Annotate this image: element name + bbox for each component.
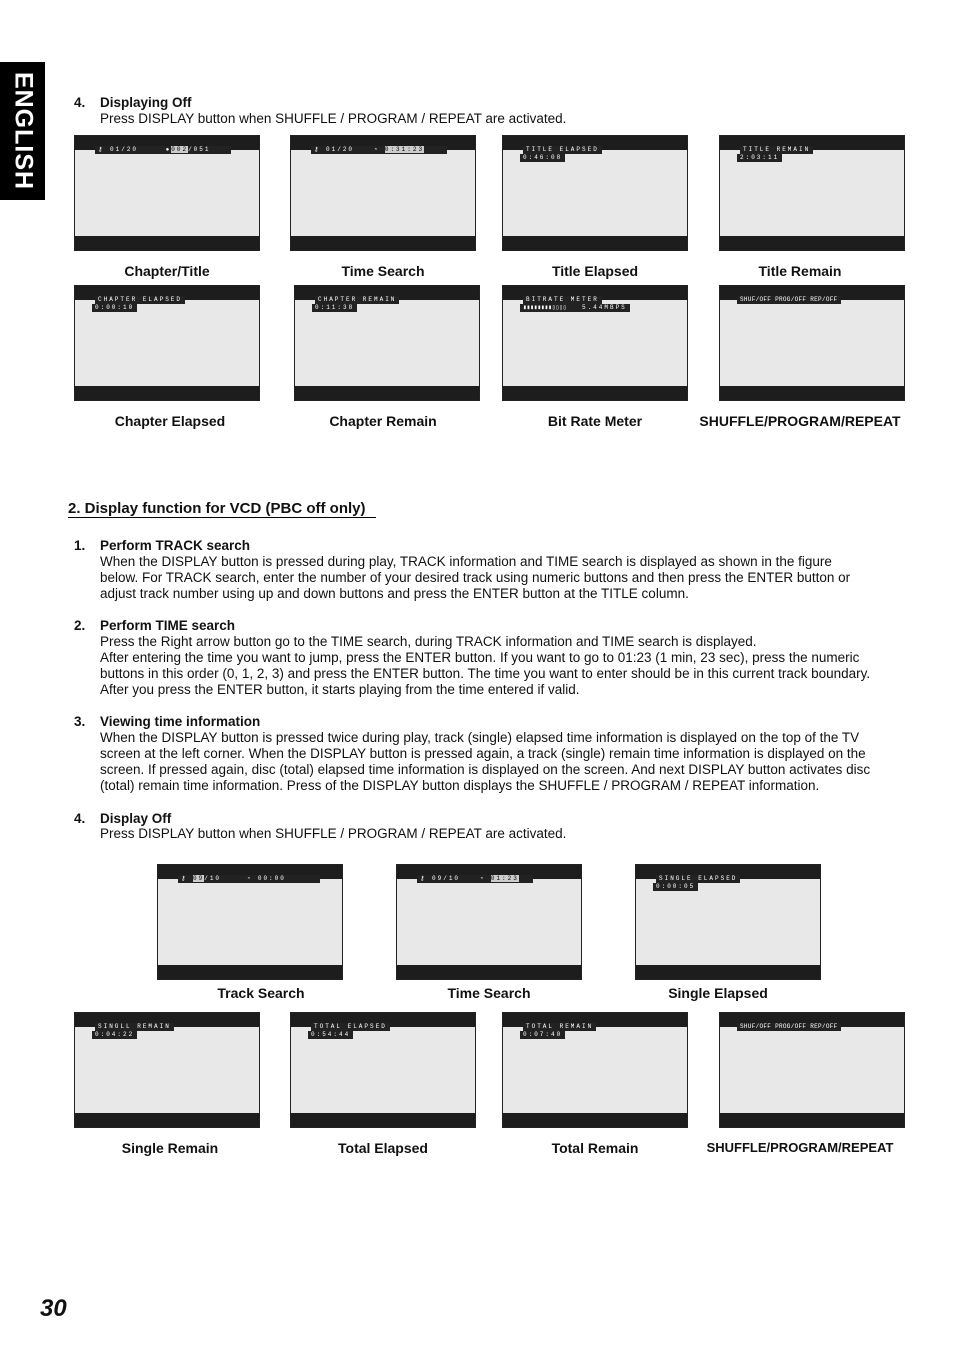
tv-screen-vcd-time-search: ⚷ 09/10 ◔ 01:23 <box>396 864 582 980</box>
clock-icon: ◔ <box>246 875 253 882</box>
tv-screen-bit-rate-meter: BITRATE METER ▮▮▮▮▮▮▮▮▯▯▯▯ 5.44MBPS <box>502 285 688 401</box>
tv-screen-shuffle-program-repeat: SHUF/OFF PROG/OFF REP/OFF <box>719 285 905 401</box>
caption-vcd-shuffle-program-repeat: SHUFFLE/PROGRAM/REPEAT <box>706 1140 894 1155</box>
caption-single-elapsed: Single Elapsed <box>668 985 768 1001</box>
key-icon: ⚷ <box>181 875 188 882</box>
caption-shuffle-program-repeat: SHUFFLE/PROGRAM/REPEAT <box>699 413 901 429</box>
disc-icon: ● <box>165 146 172 153</box>
caption-bit-rate-meter: Bit Rate Meter <box>547 413 643 429</box>
vcd-item-4-text: Press DISPLAY button when SHUFFLE / PROGRAM / REPEAT are activated. <box>100 826 567 841</box>
clock-icon: ◔ <box>373 146 380 153</box>
bitrate-bar-icon: ▮▮▮▮▮▮▮▮▯▯▯▯ <box>523 304 567 311</box>
caption-total-elapsed: Total Elapsed <box>338 1140 428 1156</box>
tv-screen-total-elapsed: TOTAL ELAPSED 0:54:44 <box>290 1012 476 1128</box>
vcd-item-2-text: Press the Right arrow button go to the TIME search, during TRACK information and TIME search is displayed. After entering the time you want to jump, press the ENTER button. If you want to go to 01:23 (1 min, 23 sec), press the numeric buttons in this order (0, 1, 2, 3) and press the ENTER button. The time you want to enter should be in this current track boundary. After you press the ENTER button, it starts playing from the time entered if valid. <box>100 634 871 697</box>
caption-single-remain: Single Remain <box>121 1140 219 1156</box>
language-tab-label: ENGLISH <box>9 71 37 191</box>
tv-screen-vcd-shuffle-program-repeat: SHUF/OFF PROG/OFF REP/OFF <box>719 1012 905 1128</box>
caption-chapter-title: Chapter/Title <box>124 263 210 279</box>
page-number: 30 <box>40 1295 67 1322</box>
caption-vcd-time-search: Time Search <box>447 985 531 1001</box>
tv-screen-chapter-title: ⚷ 01/20 ●002/051 <box>74 135 260 251</box>
caption-title-elapsed: Title Elapsed <box>551 263 639 279</box>
tv-screen-chapter-elapsed: CHAPTER ELAPSED 0:00:10 <box>74 285 260 401</box>
key-icon: ⚷ <box>314 146 321 153</box>
tv-screen-time-search: ⚷ 01/20 ◔ 0:31:23 <box>290 135 476 251</box>
language-tab <box>0 62 45 200</box>
section-title: 2. Display function for VCD (PBC off only) <box>68 500 376 518</box>
tv-screen-track-search: ⚷ 09/10 ◔ 00:00 <box>157 864 343 980</box>
tv-screen-single-remain: SINGLL REMAIN 0:04:22 <box>74 1012 260 1128</box>
vcd-item-3-text: When the DISPLAY button is pressed twice during play, track (single) elapsed time information is displayed on the top of the TV screen at the left corner. When the DISPLAY button is pressed again, a track (single) remain time information is displayed on the screen. If pressed again, disc (total) elapsed time information is displayed on the screen. And next DISPLAY button activates disc (total) remain time information. Press of the DISPLAY button displays the SHUFFLE / PROGRAM / REPEAT information. <box>100 730 871 793</box>
caption-time-search: Time Search <box>341 263 425 279</box>
caption-title-remain: Title Remain <box>758 263 842 279</box>
caption-chapter-elapsed: Chapter Elapsed <box>114 413 226 429</box>
tv-screen-single-elapsed: SINGLE ELAPSED 0:00:05 <box>635 864 821 980</box>
key-icon: ⚷ <box>420 875 427 882</box>
caption-track-search: Track Search <box>217 985 305 1001</box>
tv-screen-chapter-remain: CHAPTER REMAIN 0:11:38 <box>294 285 480 401</box>
clock-icon: ◔ <box>479 875 486 882</box>
dvd-item-4-text: Press DISPLAY button when SHUFFLE / PROGRAM / REPEAT are activated. <box>100 111 567 126</box>
tv-screen-title-elapsed: TITLE ELAPSED 0:46:08 <box>502 135 688 251</box>
vcd-item-1-text: When the DISPLAY button is pressed during play, TRACK information and TIME search is displayed as shown in the figure below. For TRACK search, enter the number of your desired track using numeric buttons and then press the ENTER button or adjust track number using up and down buttons and press the ENTER button at the TITLE column. <box>100 554 851 601</box>
tv-screen-title-remain: TITLE REMAIN 2:03:11 <box>719 135 905 251</box>
tv-screen-total-remain: TOTAL REMAIN 0:07:40 <box>502 1012 688 1128</box>
caption-total-remain: Total Remain <box>551 1140 639 1156</box>
caption-chapter-remain: Chapter Remain <box>329 413 437 429</box>
key-icon: ⚷ <box>98 146 105 153</box>
